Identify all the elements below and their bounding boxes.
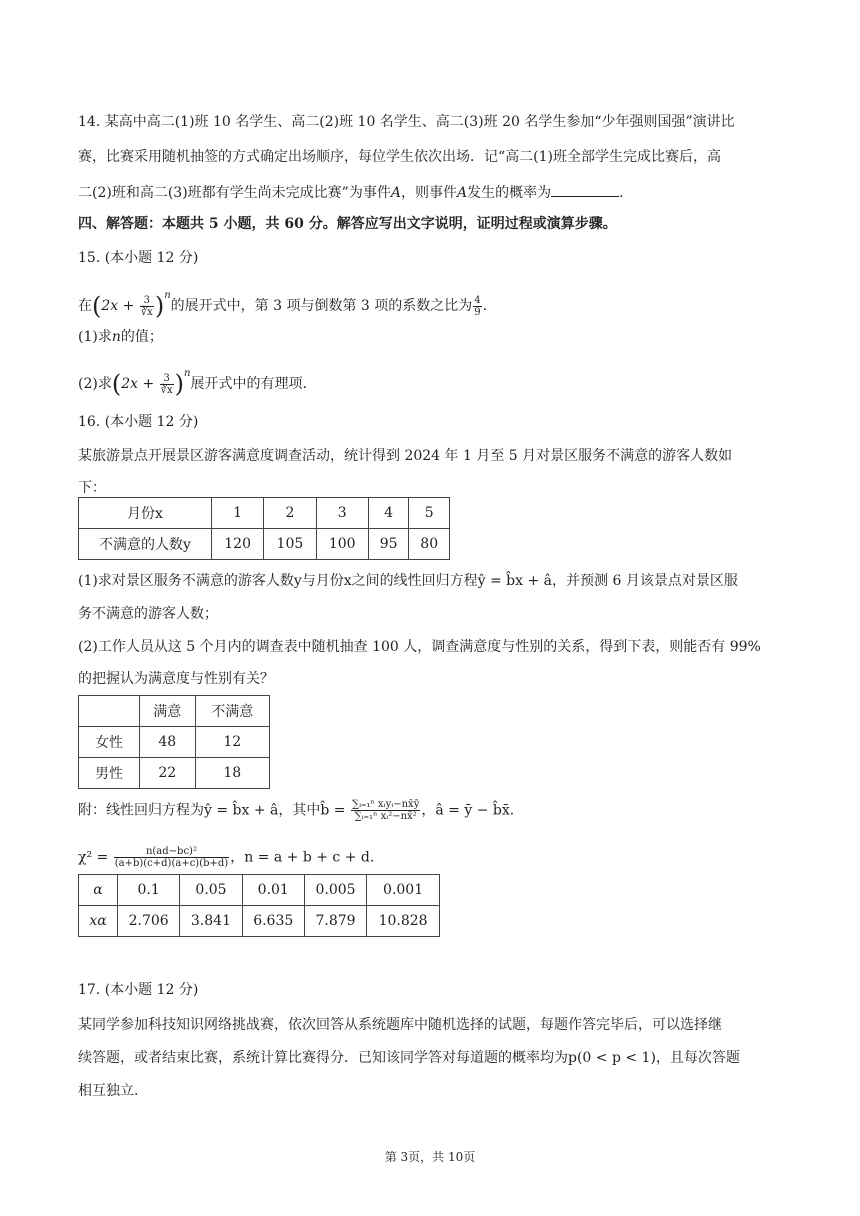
right-paren-2: ) [174,370,185,398]
table-cell: 105 [264,529,316,560]
left-paren-2: ( [111,370,122,398]
frac-num: ∑ᵢ₌₁ⁿ xᵢyᵢ−nx̄ȳ [351,799,420,810]
table-row [79,727,270,758]
q14-line-3-text-b: ，则事件 [400,185,457,201]
b-hat-fraction [351,799,420,822]
table-cell: 3 [316,498,368,529]
q16-part-1-line-2: 务不满意的游客人数； [78,606,218,622]
q16-appendix [78,799,514,822]
answer-blank [551,182,619,197]
q16-header: 16. (本小题 12 分) [78,414,199,430]
table-cell: 80 [409,529,450,560]
q17-line-1: 某同学参加科技知识网络挑战赛，依次回答从系统题库中随机选择的试题，每题作答完毕后，可以选择继 [78,1017,722,1033]
chi-fraction [114,846,229,869]
q15-part-2-text-a: (2)求 [78,376,112,392]
q14-line-2: 赛，比赛采用随机抽签的方式确定出场顺序，每位学生依次出场．记“高二(1)班全部学生完成比赛后，高 [78,149,721,165]
table-cell: 2.706 [118,906,180,937]
table-cell: 6.635 [242,906,304,937]
chi-text-a: χ² = [78,849,109,866]
table-cell: 100 [316,529,368,560]
chi-square-formula [78,846,374,869]
q14-line-3-text-a: 二(2)班和高二(3)班都有学生尚未完成比赛”为事件 [78,185,391,201]
table-cell: 5 [409,498,450,529]
q14-line-1: 14. 某高中高二(1)班 10 名学生、高二(2)班 10 名学生、高二(3)班 20 名学生参加“少年强则国强”演讲比 [78,114,735,130]
frac-den: ∛x [140,306,153,318]
table-cell: 月份x [79,498,212,529]
q15-part-1-text-a: (1)求 [78,329,112,345]
q16-part-1-line-1: (1)求对景区服务不满意的游客人数y与月份x之间的线性回归方程ŷ = b̂x + â，并预测 6 月该景点对景区服 [78,573,738,589]
table-cell: 1 [212,498,264,529]
table-cell: xα [79,906,118,937]
table-row [79,529,450,560]
q16-part-2-line-1: (2)工作人员从这 5 个月内的调查表中随机抽查 100 人，调查满意度与性别的关系，得到下表，则能否有 99% [78,639,761,655]
table-cell: 22 [140,758,196,789]
table-row [79,758,270,789]
expr-fraction-2 [160,373,174,396]
expr-fraction [140,295,154,318]
q15-intro-text-b: 的展开式中，第 3 项与倒数第 3 项的系数之比为 [170,298,473,314]
table-cell: 0.05 [180,875,242,906]
q15-part-1 [78,327,163,347]
table-cell: 12 [195,727,269,758]
var-a: A [390,185,401,201]
table-cell: 95 [368,529,409,560]
table-cell: 不满意的人数y [79,529,212,560]
table-cell: 满意 [140,696,196,727]
table-cell: 7.879 [304,906,366,937]
q15-intro: 在(2x + $\frac{3}{∛x}$ )$^n$的展开式中，第 3 项与倒数第 3 项的系数之比为 $\frac{4}{9}$ . [78,290,488,320]
q17-line-2: 续答题，或者结束比赛，系统计算比赛得分．已知该同学答对每道题的概率均为p(0 < p < 1)，且每次答题 [78,1050,740,1066]
table-cell: 0.005 [304,875,366,906]
left-paren: ( [92,292,102,320]
appendix-text-b: ，â = ȳ − b̂x̄. [421,802,515,819]
table-cell: 0.1 [118,875,180,906]
ratio-den: 9 [474,306,481,318]
table-row [79,875,440,906]
frac-num: 3 [140,295,154,307]
months-table [78,497,450,560]
table-cell: 0.01 [242,875,304,906]
appendix-text-a: 附：线性回归方程为ŷ = b̂x + â，其中b̂ = [78,802,346,819]
frac-num-2: 3 [160,373,174,385]
frac-den-2: ∛x [160,384,173,396]
chi-text-b: ，n = a + b + c + d. [230,849,375,866]
table-cell: 18 [195,758,269,789]
table-cell: 48 [140,727,196,758]
expr-body: 2x + [101,298,139,314]
ratio-fraction [473,295,481,318]
satisfaction-table [78,695,270,789]
ratio-num: 4 [474,294,481,306]
section-4-heading: 四、解答题：本题共 5 小题，共 60 分。解答应写出文字说明，证明过程或演算步骤。 [78,216,617,232]
table-cell: 4 [368,498,409,529]
table-cell: 不满意 [195,696,269,727]
var-a-2: A [456,185,468,201]
table-cell: 0.001 [367,875,440,906]
table-cell: 女性 [79,727,140,758]
expr-body-2: 2x + [121,376,159,392]
table-cell: 120 [212,529,264,560]
q15-part-2-text-b: 展开式中的有理项. [190,376,307,392]
table-cell: 2 [264,498,316,529]
q16-intro-1: 某旅游景点开展景区游客满意度调查活动，统计得到 2024 年 1 月至 5 月对景区服务不满意的游客人数如 [78,448,733,464]
q15-header: 15. (本小题 12 分) [78,250,199,266]
table-cell [79,696,140,727]
table-cell: 3.841 [180,906,242,937]
q15-intro-text-a: 在 [78,298,92,314]
q14-line-3 [78,182,624,203]
var-n: n [111,329,121,345]
frac-den: (a+b)(c+d)(a+c)(b+d) [114,858,229,869]
table-row [79,696,270,727]
frac-num: n(ad−bc)² [114,846,229,858]
table-row [79,498,450,529]
q14-period: . [619,185,624,201]
table-row [79,906,440,937]
table-cell: α [79,875,118,906]
table-cell: 男性 [79,758,140,789]
critical-value-table [78,874,440,937]
q16-part-2-line-2: 的把握认为满意度与性别有关？ [78,671,274,687]
q17-line-3: 相互独立. [78,1083,139,1099]
exponent-n: n [164,290,171,301]
q15-part-1-text-b: 的值； [120,329,163,345]
page-footer: 第 3页，共 10页 [384,1150,476,1164]
q15-part-2 [78,364,307,396]
q14-line-3-text-c: 发生的概率为 [467,185,552,201]
q17-header: 17. (本小题 12 分) [78,982,199,998]
table-cell: 10.828 [367,906,440,937]
q16-intro-2: 下： [78,480,106,496]
exponent-n-2: n [184,368,191,379]
right-paren: ) [154,292,165,320]
frac-den: ∑ᵢ₌₁ⁿ xᵢ²−nx̄² [354,811,417,822]
